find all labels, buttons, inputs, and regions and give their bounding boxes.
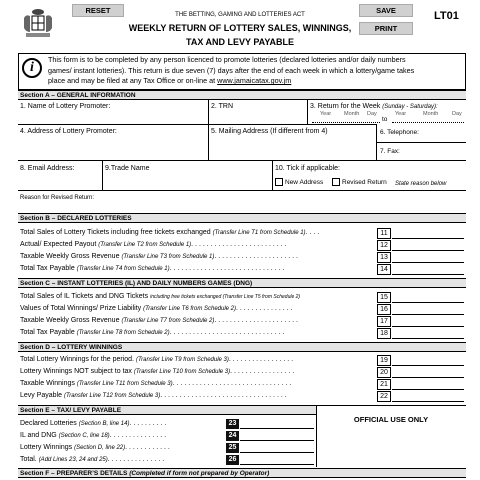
line-11-label	[20, 228, 375, 239]
info-icon: i	[22, 58, 42, 78]
line-20-field[interactable]	[392, 368, 464, 378]
new-address-checkbox[interactable]	[275, 178, 283, 186]
line-14-label	[20, 264, 375, 275]
line-19-label	[20, 355, 375, 366]
fax-field[interactable]	[405, 145, 464, 158]
line-15-text: Total Sales of IL Tickets and DNG Tickets	[20, 293, 149, 300]
line-24-label	[20, 431, 225, 442]
official-use-label: OFFICIAL USE ONLY	[353, 415, 429, 424]
line-17-dots: . . . . . . . . . . . . . . . . . . . . . .	[214, 317, 299, 324]
line-11-dots: . . . .	[305, 229, 320, 236]
form-code: LT01	[434, 10, 459, 22]
line-20-number: 20	[377, 367, 391, 378]
line-24-dots: . . . . . . . . . . . . . . .	[109, 432, 167, 439]
week-end-year: Year	[395, 111, 407, 117]
section-d-header: Section D – LOTTERY WINNINGS	[18, 342, 466, 352]
promoter-address-label: 4. Address of Lottery Promoter:	[20, 128, 117, 135]
section-a-header: Section A – GENERAL INFORMATION	[18, 90, 466, 100]
line-21-field[interactable]	[392, 380, 464, 390]
info-line2: games/ instant lotteries). This return is due seven (7) days after the end of each week in which a lottery/game takes	[48, 65, 415, 75]
line-12-label	[20, 240, 375, 251]
line-20-text: Lottery Winnings NOT subject to tax	[20, 368, 132, 375]
revised-return-label: Revised Return	[342, 179, 387, 186]
line-13-dots: . . . . . . . . . . . . . . . . . . . . . .	[214, 253, 299, 260]
line-21-number: 21	[377, 379, 391, 390]
line-12-note: (Transfer Line T2 from Schedule 1)	[98, 242, 192, 248]
line-16-dots: . . . . . . . . . . . . . . .	[236, 305, 293, 312]
promoter-name-field[interactable]	[20, 111, 206, 123]
line-13-label	[20, 252, 375, 263]
line-12-number: 12	[377, 240, 391, 251]
line-13-number: 13	[377, 252, 391, 263]
line-18-note: (Transfer Line T8 from Schedule 2)	[76, 330, 170, 336]
mailing-address-label: 5. Mailing Address (If different from 4)	[211, 128, 328, 135]
line-18-text: Total Tax Payable	[20, 329, 75, 336]
section-f-header	[18, 468, 466, 478]
line-25-field[interactable]	[240, 443, 314, 453]
line-11-number: 11	[377, 228, 391, 239]
line-25-note: (Section D, line 22)	[74, 445, 126, 451]
line-25-dots: . . . . . . . . . . . .	[125, 444, 170, 451]
line-16-note: (Transfer Line T6 from Schedule 2)	[143, 306, 237, 312]
line-17-note: (Transfer Line T7 from Schedule 2)	[121, 318, 215, 324]
line-25-number: 25	[226, 443, 239, 453]
line-23-label	[20, 419, 225, 430]
line-23-dots: . . . . . . . . . .	[129, 420, 167, 427]
telephone-field[interactable]	[422, 126, 464, 140]
line-12-text: Actual/ Expected Payout	[20, 241, 97, 248]
line-17-text: Taxable Weekly Gross Revenue	[20, 317, 120, 324]
line-23-number: 23	[226, 419, 239, 429]
line-25-text: Lottery Winnings	[20, 444, 73, 451]
line-26-number: 26	[226, 455, 239, 465]
section-f-note: (Completed if form not prepared by Operator)	[129, 470, 270, 477]
info-line1: This form is to be completed by any person licenced to promote lotteries (declared lotteries and/or daily numbers	[48, 55, 406, 64]
line-14-field[interactable]	[392, 265, 464, 275]
line-13-text: Taxable Weekly Gross Revenue	[20, 253, 120, 260]
line-19-dots: . . . . . . . . . . . . . . . . .	[228, 356, 294, 363]
to-label: to	[382, 116, 388, 123]
line-26-note: (Add Lines 23, 24 and 25)	[38, 457, 108, 463]
coat-of-arms-logo	[20, 6, 56, 40]
week-end-day: Day	[452, 111, 462, 117]
reset-button[interactable]: RESET	[72, 4, 124, 17]
line-13-note: (Transfer Line T3 from Schedule 1)	[121, 254, 215, 260]
line-24-field[interactable]	[240, 431, 314, 441]
revised-reason-field[interactable]	[20, 202, 464, 212]
line-14-number: 14	[377, 264, 391, 275]
line-16-field[interactable]	[392, 305, 464, 315]
line-23-note: (Section B, line 14)	[78, 421, 130, 427]
line-19-field[interactable]	[392, 356, 464, 366]
form-title-line2: TAX AND LEVY PAYABLE	[185, 37, 295, 47]
revised-return-checkbox[interactable]	[332, 178, 340, 186]
tick-applicable-label: 10. Tick if applicable:	[275, 165, 340, 172]
week-end-date-field[interactable]	[392, 117, 464, 123]
line-19-number: 19	[377, 355, 391, 366]
section-f-title: Section F – PREPARER’S DETAILS	[20, 470, 128, 477]
section-c-header: Section C – INSTANT LOTTERIES (IL) AND DAILY NUMBERS GAMES (DNG)	[18, 278, 466, 288]
line-15-number: 15	[377, 292, 391, 303]
email-label: 8. Email Address:	[20, 165, 75, 172]
email-field[interactable]	[20, 174, 100, 188]
line-22-dots: . . . . . . . . . . . . . . . . . . . . . . . . . . . . . . . . .	[160, 392, 287, 399]
line-19-note: (Transfer Line T9 from Schedule 3)	[135, 357, 229, 363]
line-20-dots: . . . . . . . . . . . . . . . . .	[230, 368, 295, 375]
trn-field[interactable]	[211, 111, 305, 123]
line-14-dots: . . . . . . . . . . . . . . . . . . . . . . . . . . . . . .	[169, 265, 285, 272]
save-button[interactable]: SAVE	[359, 4, 413, 17]
line-16-text: Values of Total Winnings/ Prize Liability	[20, 305, 142, 312]
line-26-dots: . . . . . . . . . . . . . . .	[107, 456, 165, 463]
line-19-text: Total Lottery Winnings for the period.	[20, 356, 135, 363]
revised-return-option	[332, 178, 387, 187]
trade-name-label: 9.Trade Name	[105, 165, 150, 172]
section-e-header: Section E – TAX/ LEVY PAYABLE	[18, 405, 316, 415]
line-11-field[interactable]	[392, 229, 464, 239]
line-24-number: 24	[226, 431, 239, 441]
line-14-note: (Transfer Line T4 from Schedule 1)	[76, 266, 170, 272]
line-26-text: Total.	[20, 456, 37, 463]
line-14-text: Total Tax Payable	[20, 265, 75, 272]
week-start-month: Month	[344, 111, 360, 117]
line-22-text: Levy Payable	[20, 392, 63, 399]
line-21-label	[20, 379, 375, 390]
trade-name-field[interactable]	[105, 174, 270, 188]
line-20-label	[20, 367, 375, 378]
week-start-year: Year	[320, 111, 332, 117]
line-17-field[interactable]	[392, 317, 464, 327]
info-line3	[48, 76, 464, 87]
telephone-label: 6. Telephone:	[380, 129, 419, 136]
line-12-field[interactable]	[392, 241, 464, 251]
trn-label: 2. TRN	[211, 103, 234, 110]
info-text	[48, 55, 464, 87]
revised-reason-label: Reason for Revised Return:	[20, 195, 95, 201]
line-24-note: (Section C, line 18)	[58, 433, 110, 439]
mailing-address-field[interactable]	[211, 136, 374, 158]
line-11-note: (Transfer Line T1 from Schedule 1)	[212, 230, 306, 236]
line-18-label	[20, 328, 375, 339]
line-21-dots: . . . . . . . . . . . . . . . . . . . . . . . . . . . . . . .	[172, 380, 292, 387]
line-20-note: (Transfer Line T10 from Schedule 3)	[133, 369, 231, 375]
line-23-text: Declared Lotteries	[20, 420, 77, 427]
new-address-label: New Address	[285, 179, 324, 186]
return-week-note: (Sunday - Saturday):	[382, 104, 438, 110]
form-title-line1: WEEKLY RETURN OF LOTTERY SALES, WINNINGS,	[128, 23, 352, 33]
line-22-label	[20, 391, 375, 402]
promoter-address-field[interactable]	[20, 136, 206, 158]
line-12-dots: . . . . . . . . . . . . . . . . . . . . . . . . .	[191, 241, 287, 248]
week-start-date-field[interactable]	[312, 117, 380, 123]
line-15-label	[20, 292, 375, 303]
line-22-note: (Transfer Line T12 from Schedule 3)	[63, 393, 161, 399]
line-11-text: Total Sales of Lottery Tickets including free tickets exchanged	[20, 229, 211, 236]
week-start-day: Day	[367, 111, 377, 117]
line-23-field[interactable]	[240, 419, 314, 429]
fax-label: 7. Fax:	[380, 148, 400, 155]
line-24-text: IL and DNG	[20, 432, 57, 439]
line-26-label	[20, 455, 225, 466]
act-title: THE BETTING, GAMING AND LOTTERIES ACT	[175, 12, 305, 18]
line-13-field[interactable]	[392, 253, 464, 263]
promoter-name-label: 1. Name of Lottery Promoter:	[20, 103, 111, 110]
line-15-field[interactable]	[392, 293, 464, 303]
section-b-header: Section B – DECLARED LOTTERIES	[18, 213, 466, 223]
line-22-number: 22	[377, 391, 391, 402]
line-21-note: (Transfer Line T11 from Schedule 3)	[76, 381, 173, 387]
line-17-label	[20, 316, 375, 327]
line-18-dots: . . . . . . . . . . . . . . . . . . . . . . . . . . . . . .	[169, 329, 285, 336]
line-18-number: 18	[377, 328, 391, 339]
line-16-number: 16	[377, 304, 391, 315]
print-button[interactable]: PRINT	[359, 22, 413, 35]
info-line3-text: place and may be filed at any Tax Office or on-line at	[48, 76, 218, 85]
line-18-field[interactable]	[392, 329, 464, 339]
week-end-month: Month	[423, 111, 439, 117]
line-17-number: 17	[377, 316, 391, 327]
line-22-field[interactable]	[392, 392, 464, 402]
tax-website-link[interactable]: www.jamaicatax.gov.jm	[217, 76, 292, 85]
return-week-text: 3. Return for the Week	[310, 103, 381, 110]
line-25-label	[20, 443, 225, 454]
line-15-note: including free tickets exchanged (Transfer Line T5 from Schedule 2)	[150, 294, 301, 300]
line-16-label	[20, 304, 375, 315]
line-26-field[interactable]	[240, 455, 314, 465]
line-21-text: Taxable Winnings	[20, 380, 75, 387]
new-address-option	[275, 178, 323, 187]
state-reason-note: State reason below	[395, 181, 447, 187]
